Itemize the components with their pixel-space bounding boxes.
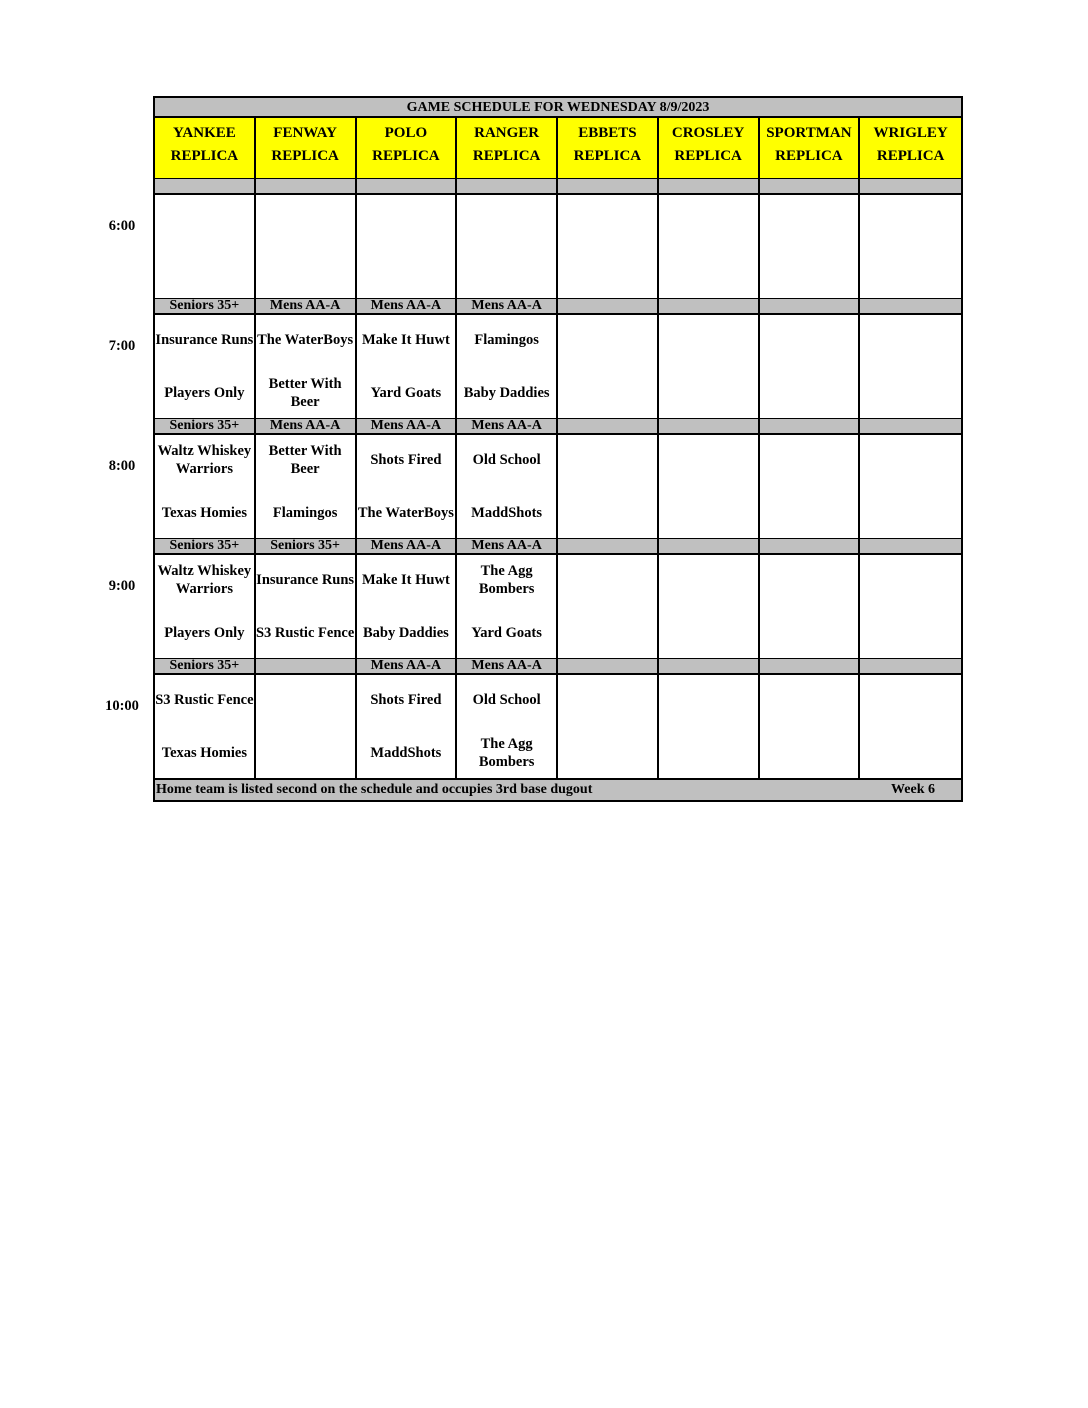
- away-team: [558, 675, 657, 725]
- division-label: [256, 179, 357, 193]
- division-band: [155, 298, 961, 315]
- home-team: Better With Beer: [268, 376, 342, 410]
- game-cell: [860, 435, 961, 539]
- away-team: [256, 195, 355, 245]
- game-cell: [558, 555, 659, 659]
- division-label: [659, 179, 760, 193]
- away-team: [659, 195, 758, 245]
- division-band: [155, 418, 961, 435]
- game-cell: [357, 555, 458, 659]
- game-cell: [155, 315, 256, 419]
- home-team: Flamingos: [272, 505, 338, 521]
- home-team: [860, 368, 961, 418]
- time-slot-row: [155, 555, 961, 659]
- division-label: [558, 539, 659, 553]
- game-cell: [457, 195, 558, 299]
- away-team: [860, 435, 961, 485]
- division-label: [760, 539, 861, 553]
- game-cell: [659, 555, 760, 659]
- home-team: [659, 368, 758, 418]
- away-team: Waltz Whiskey Warriors: [157, 563, 252, 597]
- away-team: Better With Beer: [268, 443, 342, 477]
- away-team: [659, 675, 758, 725]
- division-label: Mens AA-A: [457, 539, 558, 553]
- away-team: [760, 435, 859, 485]
- division-label: [558, 419, 659, 433]
- division-label: Mens AA-A: [256, 419, 357, 433]
- time-slot-row: [155, 435, 961, 539]
- game-cell: [155, 675, 256, 779]
- game-cell: [357, 435, 458, 539]
- time-label: 9:00: [108, 578, 136, 594]
- away-team: [760, 315, 859, 365]
- time-slot-row: [155, 675, 961, 779]
- home-team: Texas Homies: [161, 745, 247, 761]
- away-team: [558, 435, 657, 485]
- game-cell: [860, 555, 961, 659]
- home-team: [558, 368, 657, 418]
- game-cell: [558, 435, 659, 539]
- away-team: [155, 195, 254, 245]
- week-label: Week 6: [891, 782, 935, 797]
- away-team: S3 Rustic Fence: [155, 692, 254, 708]
- home-team: [357, 248, 456, 298]
- division-label: Seniors 35+: [155, 539, 256, 553]
- division-label: [860, 539, 961, 553]
- home-team: [860, 728, 961, 778]
- away-team: [457, 195, 556, 245]
- home-team: [659, 488, 758, 538]
- home-team: [558, 248, 657, 298]
- home-team: S3 Rustic Fence: [255, 625, 355, 641]
- away-team: Shots Fired: [370, 692, 442, 708]
- home-team: MaddShots: [370, 745, 442, 761]
- field-header-wrigley: WRIGLEY REPLICA: [873, 125, 948, 164]
- home-team: [256, 728, 355, 778]
- away-team: [860, 315, 961, 365]
- game-cell: [155, 435, 256, 539]
- division-label: [155, 179, 256, 193]
- away-team: [860, 675, 961, 725]
- home-team: [760, 248, 859, 298]
- home-team: Players Only: [164, 625, 245, 641]
- division-label: Seniors 35+: [155, 299, 256, 313]
- game-cell: [558, 675, 659, 779]
- game-cell: [860, 675, 961, 779]
- time-label: 7:00: [108, 338, 136, 354]
- away-team: [860, 555, 961, 605]
- home-team: MaddShots: [471, 505, 543, 521]
- field-header-ebbets: EBBETS REPLICA: [558, 118, 659, 178]
- division-label: [760, 179, 861, 193]
- game-cell: [659, 435, 760, 539]
- division-label: [558, 659, 659, 673]
- away-team: [256, 675, 355, 725]
- time-label: 8:00: [108, 458, 136, 474]
- home-team: [760, 608, 859, 658]
- game-cell: [256, 315, 357, 419]
- division-label: Mens AA-A: [357, 299, 458, 313]
- division-label: Seniors 35+: [155, 659, 256, 673]
- game-cell: [760, 315, 861, 419]
- division-label: Mens AA-A: [256, 299, 357, 313]
- home-team: [760, 728, 859, 778]
- game-cell: [760, 555, 861, 659]
- division-label: Mens AA-A: [457, 659, 558, 673]
- division-band: [155, 178, 961, 195]
- game-cell: [256, 675, 357, 779]
- away-team: [659, 435, 758, 485]
- division-band: [155, 658, 961, 675]
- game-cell: [155, 195, 256, 299]
- home-team: Players Only: [164, 385, 245, 401]
- game-cell: [760, 195, 861, 299]
- game-cell: [760, 435, 861, 539]
- division-label: [659, 419, 760, 433]
- away-team: [760, 195, 859, 245]
- division-label: Mens AA-A: [457, 419, 558, 433]
- division-label: [357, 179, 458, 193]
- division-label: Mens AA-A: [457, 299, 558, 313]
- away-team: [558, 555, 657, 605]
- away-team: Old School: [472, 692, 541, 708]
- game-cell: [558, 315, 659, 419]
- game-cell: [357, 315, 458, 419]
- home-team: [860, 488, 961, 538]
- home-team: [558, 488, 657, 538]
- division-label: [760, 659, 861, 673]
- home-team: The Agg Bombers: [478, 736, 535, 770]
- away-team: Waltz Whiskey Warriors: [157, 443, 252, 477]
- home-team: [256, 248, 355, 298]
- away-team: [357, 195, 456, 245]
- away-team: Insurance Runs: [256, 572, 355, 588]
- away-team: Make It Huwt: [361, 572, 450, 588]
- away-team: [558, 315, 657, 365]
- division-label: [659, 299, 760, 313]
- home-team: Yard Goats: [471, 625, 542, 641]
- home-team: [659, 248, 758, 298]
- division-label: [659, 659, 760, 673]
- home-team: [860, 608, 961, 658]
- away-team: [659, 315, 758, 365]
- game-cell: [760, 675, 861, 779]
- game-cell: [357, 675, 458, 779]
- home-team: [659, 728, 758, 778]
- division-label: Mens AA-A: [357, 659, 458, 673]
- home-team: Baby Daddies: [362, 625, 449, 641]
- footer-note: Home team is listed second on the schedule and occupies 3rd base dugout: [156, 782, 593, 797]
- home-team: Yard Goats: [370, 385, 442, 401]
- away-team: [659, 555, 758, 605]
- field-header-sportman: SPORTMAN REPLICA: [760, 118, 861, 178]
- time-label: 6:00: [108, 218, 136, 234]
- home-team: [860, 248, 961, 298]
- game-cell: [659, 195, 760, 299]
- home-team: [457, 248, 556, 298]
- division-label: Seniors 35+: [155, 419, 256, 433]
- game-cell: [659, 675, 760, 779]
- away-team: Flamingos: [474, 332, 539, 348]
- time-slot-row: [155, 195, 961, 299]
- division-label: [457, 179, 558, 193]
- division-label: [659, 539, 760, 553]
- schedule-title: GAME SCHEDULE FOR WEDNESDAY 8/9/2023: [155, 98, 961, 118]
- schedule-table: [153, 96, 963, 802]
- home-team: [659, 608, 758, 658]
- field-header-crosley: CROSLEY REPLICA: [659, 118, 760, 178]
- division-label: [860, 179, 961, 193]
- away-team: The Agg Bombers: [478, 563, 535, 597]
- away-team: The WaterBoys: [257, 332, 354, 348]
- time-label: 10:00: [105, 698, 139, 714]
- division-label: [860, 299, 961, 313]
- home-team: [558, 608, 657, 658]
- away-team: Make It Huwt: [361, 332, 450, 348]
- division-band: [155, 538, 961, 555]
- game-cell: [457, 435, 558, 539]
- away-team: [760, 675, 859, 725]
- away-team: [760, 555, 859, 605]
- home-team: Baby Daddies: [463, 385, 550, 401]
- game-cell: [256, 555, 357, 659]
- home-team: [155, 248, 254, 298]
- home-team: [760, 488, 859, 538]
- game-cell: [256, 435, 357, 539]
- field-header-polo: POLO REPLICA: [357, 118, 458, 178]
- field-header-row: [155, 118, 961, 178]
- game-cell: [860, 315, 961, 419]
- division-label: Mens AA-A: [357, 539, 458, 553]
- division-label: [558, 179, 659, 193]
- game-cell: [457, 555, 558, 659]
- division-label: Seniors 35+: [256, 539, 357, 553]
- field-header-fenway: FENWAY REPLICA: [256, 118, 357, 178]
- game-cell: [155, 555, 256, 659]
- game-cell: [457, 675, 558, 779]
- division-label: [760, 299, 861, 313]
- game-cell: [457, 315, 558, 419]
- home-team: [558, 728, 657, 778]
- schedule-footer: [155, 778, 961, 800]
- division-label: [558, 299, 659, 313]
- home-team: The WaterBoys: [357, 505, 454, 521]
- home-team: [760, 368, 859, 418]
- division-label: Mens AA-A: [357, 419, 458, 433]
- field-header-ranger: RANGER REPLICA: [457, 118, 558, 178]
- game-cell: [659, 315, 760, 419]
- away-team: [860, 195, 961, 245]
- division-label: [256, 659, 357, 673]
- game-cell: [256, 195, 357, 299]
- away-team: Insurance Runs: [155, 332, 254, 348]
- game-cell: [558, 195, 659, 299]
- division-label: [860, 659, 961, 673]
- away-team: [558, 195, 657, 245]
- away-team: Old School: [472, 452, 541, 468]
- time-slot-row: [155, 315, 961, 419]
- game-cell: [357, 195, 458, 299]
- away-team: Shots Fired: [370, 452, 442, 468]
- division-label: [860, 419, 961, 433]
- division-label: [760, 419, 861, 433]
- field-header-yankee: YANKEE REPLICA: [155, 118, 256, 178]
- game-cell: [860, 195, 961, 299]
- home-team: Texas Homies: [161, 505, 247, 521]
